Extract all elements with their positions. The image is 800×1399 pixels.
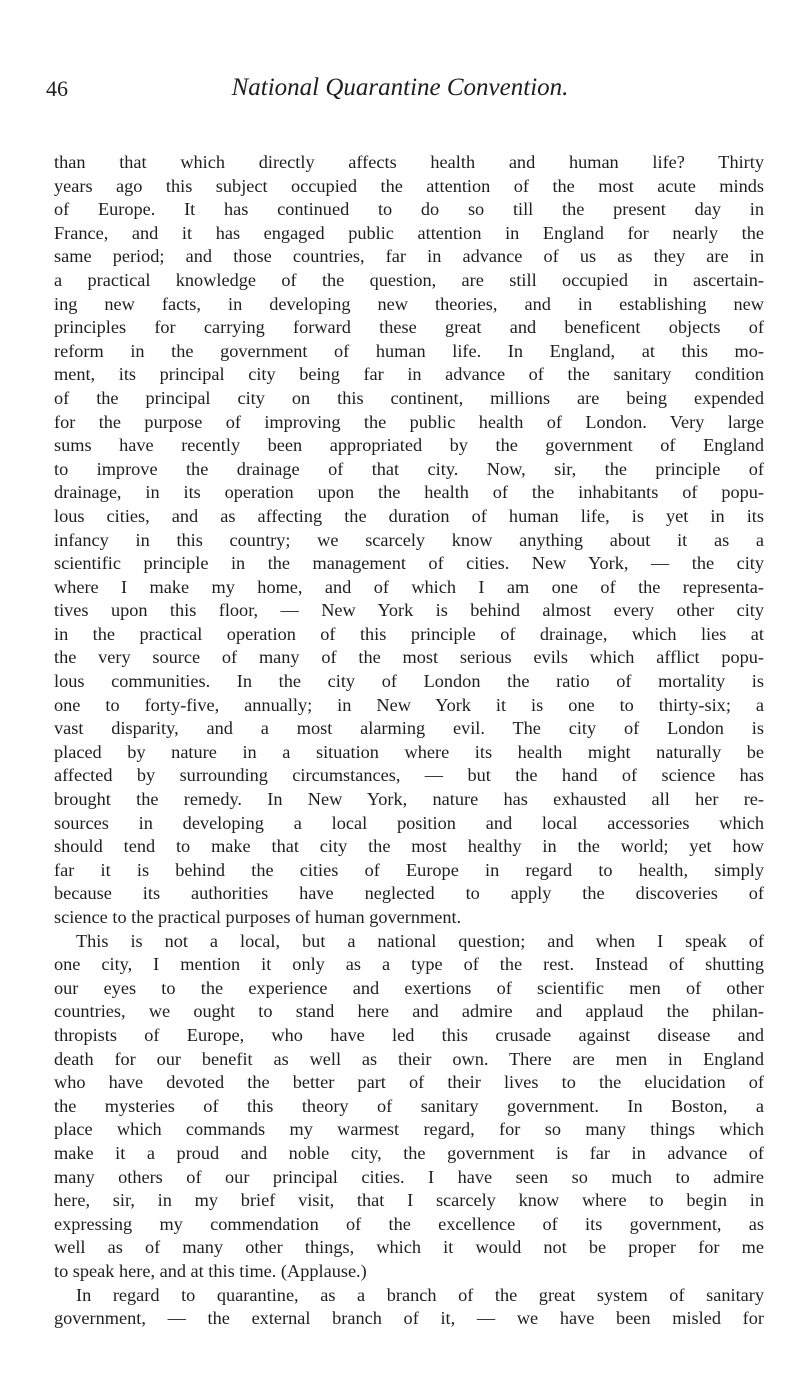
text-line: ing new facts, in developing new theories, and in establishing new [54,293,764,314]
text-line: lous communities. In the city of London the ratio of mortality is [54,671,764,692]
text-line: sums have recently been appropriated by the government of England [54,435,764,456]
text-line: lous cities, and as affecting the duration of human life, is yet in its [54,505,764,526]
text-line: This is not a local, but a national question; and when I speak of [76,930,764,951]
body-text [54,151,764,1331]
text-line: in the practical operation of this principle of drainage, which lies at [54,623,764,644]
text-line: the mysteries of this theory of sanitary government. In Boston, a [54,1095,764,1116]
text-line: placed by nature in a situation where its health might naturally be [54,741,764,762]
text-line: here, sir, in my brief visit, that I scarcely know where to begin in [54,1190,764,1211]
text-line: far it is behind the cities of Europe in regard to health, simply [54,859,764,880]
page-header [0,74,800,108]
text-line: death for our benefit as well as their own. There are men in England [54,1048,764,1069]
text-line: many others of our principal cities. I have seen so much to admire [54,1166,764,1187]
running-title: National Quarantine Convention. [231,74,569,101]
text-line: should tend to make that city the most healthy in the world; yet how [54,836,764,857]
text-line: tives upon this floor, — New York is behind almost every other city [54,600,764,621]
text-line: ment, its principal city being far in advance of the sanitary condition [54,364,764,385]
text-line: our eyes to the experience and exertions of scientific men of other [54,977,764,998]
text-line: make it a proud and noble city, the government is far in advance of [54,1142,764,1163]
text-line: vast disparity, and a most alarming evil. The city of London is [54,718,764,739]
text-line: infancy in this country; we scarcely know anything about it as a [54,529,764,550]
text-line: thropists of Europe, who have led this crusade against disease and [54,1024,764,1045]
text-line: than that which directly affects health and human life? Thirty [54,152,764,172]
text-line: science to the practical purposes of human government. [54,907,462,927]
text-line: to improve the drainage of that city. Now, sir, the principle of [54,458,764,479]
text-line: to speak here, and at this time. (Applause.) [54,1260,367,1281]
text-line: of the principal city on this continent, millions are being expended [54,387,764,408]
text-line: brought the remedy. In New York, nature has exhausted all her re- [54,789,764,810]
text-line: place which commands my warmest regard, for so many things which [54,1119,764,1140]
page-number: 46 [46,76,68,101]
text-line: countries, we ought to stand here and admire and applaud the philan- [54,1001,764,1022]
text-line: for the purpose of improving the public health of London. Very large [54,411,764,432]
text-line: scientific principle in the management of cities. New York, — the city [54,553,764,574]
text-line: of Europe. It has continued to do so till the present day in [54,199,764,220]
text-line: same period; and those countries, far in advance of us as they are in [54,246,764,267]
text-line: a practical knowledge of the question, are still occupied in ascertain- [54,269,764,290]
text-line: years ago this subject occupied the attention of the most acute minds [54,175,764,196]
text-line: reform in the government of human life. In England, at this mo- [54,340,764,361]
text-line: sources in developing a local position and local accessories which [54,812,764,833]
text-line: where I make my home, and of which I am one of the representa- [54,576,764,597]
text-line: France, and it has engaged public attention in England for nearly the [54,222,764,243]
text-line: because its authorities have neglected to apply the discoveries of [54,883,764,904]
text-line: well as of many other things, which it would not be proper for me [54,1237,764,1258]
text-line: who have devoted the better part of their lives to the elucidation of [54,1072,764,1093]
text-line: one city, I mention it only as a type of the rest. Instead of shutting [54,954,764,975]
text-line: principles for carrying forward these great and beneficent objects of [54,317,764,338]
text-line: one to forty-five, annually; in New York it is one to thirty-six; a [54,694,764,715]
text-line: the very source of many of the most serious evils which afflict popu- [54,647,764,668]
text-line: drainage, in its operation upon the health of the inhabitants of popu- [54,482,764,503]
text-line: government, — the external branch of it, — we have been misled for [54,1308,764,1329]
text-line: In regard to quarantine, as a branch of the great system of sanitary [76,1284,764,1305]
text-line: affected by surrounding circumstances, — but the hand of science has [54,765,764,786]
text-line: expressing my commendation of the excellence of its government, as [54,1213,764,1234]
